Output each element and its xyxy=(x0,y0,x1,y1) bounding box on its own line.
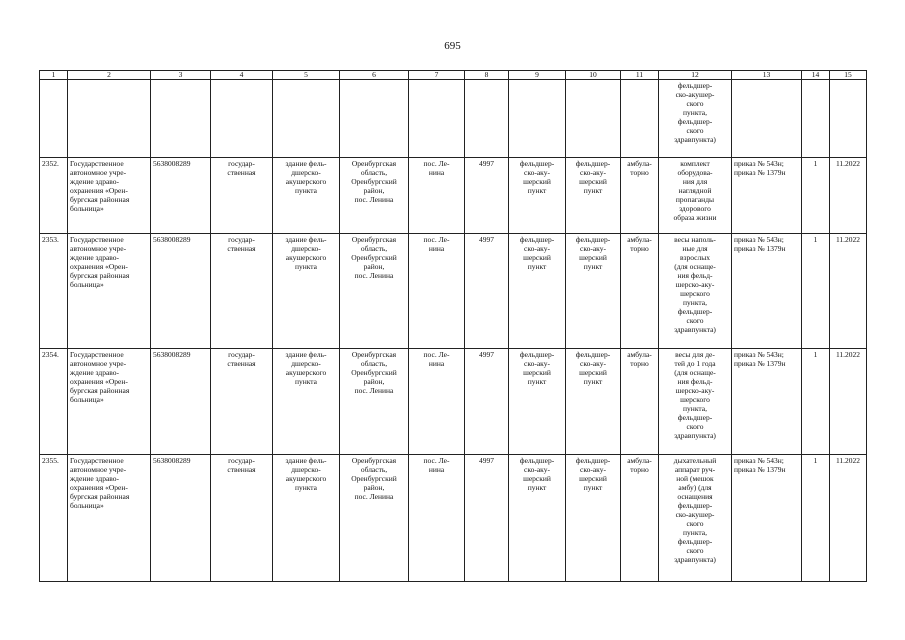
column-header: 3 xyxy=(151,71,211,80)
building-cell: здание фель- дшерско- акушерского пункта xyxy=(273,158,340,234)
address-cell: Оренбургская область, Оренбургский район, пос. Ленина xyxy=(340,234,409,349)
organization-name-cell: Государственное автономное учре- ждение здраво- охранения «Орен- бургская районная больница» xyxy=(68,349,151,455)
column-header: 15 xyxy=(830,71,867,80)
row-number-cell: 2355. xyxy=(40,455,68,582)
date-cell: 11.2022 xyxy=(830,455,867,582)
row-number-cell: 2352. xyxy=(40,158,68,234)
organization-name-cell: Государственное автономное учре- ждение здраво- охранения «Орен- бургская районная больница» xyxy=(68,455,151,582)
order-cell: приказ № 543н; приказ № 1379н xyxy=(732,158,802,234)
table-row xyxy=(40,158,867,234)
column-header: 14 xyxy=(802,71,830,80)
column-header: 9 xyxy=(509,71,566,80)
equipment-cell: весы наполь- ные для взрослых (для оснаще- ния фельд- шерско-аку- шерского пункта, фельдшер- ского здравпункта) xyxy=(659,234,732,349)
table-row xyxy=(40,455,867,582)
inn-cell: 5638008289 xyxy=(151,234,211,349)
care-form-cell: амбула- торно xyxy=(621,158,659,234)
date-cell: 11.2022 xyxy=(830,349,867,455)
care-form-cell: амбула- торно xyxy=(621,349,659,455)
row-number-cell: 2353. xyxy=(40,234,68,349)
continuation-row xyxy=(40,80,867,158)
equipment-cell: весы для де- тей до 1 года (для оснаще- ния фельд- шерско-аку- шерского пункта, фельдшер- ского здравпункта) xyxy=(659,349,732,455)
building-cell: здание фель- дшерско- акушерского пункта xyxy=(273,455,340,582)
column-header: 2 xyxy=(68,71,151,80)
facility-subtype-cell: фельдшер- ско-аку- шерский пункт xyxy=(566,158,621,234)
ownership-form-cell: государ- ственная xyxy=(211,349,273,455)
organization-name-cell: Государственное автономное учре- ждение здраво- охранения «Орен- бургская районная больница» xyxy=(68,234,151,349)
date-cell: 11.2022 xyxy=(830,234,867,349)
facility-type-cell: фельдшер- ско-аку- шерский пункт xyxy=(509,349,566,455)
care-form-cell: амбула- торно xyxy=(621,234,659,349)
order-cell: приказ № 543н; приказ № 1379н xyxy=(732,234,802,349)
address-cell: Оренбургская область, Оренбургский район, пос. Ленина xyxy=(340,349,409,455)
column-header: 7 xyxy=(409,71,465,80)
column-header: 6 xyxy=(340,71,409,80)
header-row xyxy=(40,71,867,80)
facility-type-cell: фельдшер- ско-аку- шерский пункт xyxy=(509,455,566,582)
page-number: 695 xyxy=(444,40,461,52)
population-cell: 4997 xyxy=(465,234,509,349)
ownership-form-cell: государ- ственная xyxy=(211,158,273,234)
population-cell: 4997 xyxy=(465,158,509,234)
equipment-cell: комплект оборудова- ния для наглядной пропаганды здорового образа жизни xyxy=(659,158,732,234)
column-header: 5 xyxy=(273,71,340,80)
settlement-cell: пос. Ле- нина xyxy=(409,234,465,349)
order-cell: приказ № 543н; приказ № 1379н xyxy=(732,455,802,582)
inn-cell: 5638008289 xyxy=(151,455,211,582)
settlement-cell: пос. Ле- нина xyxy=(409,158,465,234)
address-cell: Оренбургская область, Оренбургский район, пос. Ленина xyxy=(340,158,409,234)
column-header: 11 xyxy=(621,71,659,80)
quantity-cell: 1 xyxy=(802,234,830,349)
column-header: 12 xyxy=(659,71,732,80)
column-header: 13 xyxy=(732,71,802,80)
facility-subtype-cell: фельдшер- ско-аку- шерский пункт xyxy=(566,455,621,582)
column-header: 8 xyxy=(465,71,509,80)
facility-type-cell: фельдшер- ско-аку- шерский пункт xyxy=(509,158,566,234)
settlement-cell: пос. Ле- нина xyxy=(409,349,465,455)
facility-subtype-cell: фельдшер- ско-аку- шерский пункт xyxy=(566,349,621,455)
registry-table xyxy=(39,70,867,582)
address-cell: Оренбургская область, Оренбургский район, пос. Ленина xyxy=(340,455,409,582)
quantity-cell: 1 xyxy=(802,349,830,455)
ownership-form-cell: государ- ственная xyxy=(211,455,273,582)
table-row xyxy=(40,234,867,349)
column-header: 1 xyxy=(40,71,68,80)
facility-subtype-cell: фельдшер- ско-аку- шерский пункт xyxy=(566,234,621,349)
inn-cell: 5638008289 xyxy=(151,158,211,234)
population-cell: 4997 xyxy=(465,349,509,455)
quantity-cell: 1 xyxy=(802,455,830,582)
inn-cell: 5638008289 xyxy=(151,349,211,455)
organization-name-cell: Государственное автономное учре- ждение здраво- охранения «Орен- бургская районная больница» xyxy=(68,158,151,234)
quantity-cell: 1 xyxy=(802,158,830,234)
equipment-cell: дыхательный аппарат руч- ной (мешок амбу) (для оснащения фельдшер- ско-акушер- ского пункта, фельдшер- ского здравпункта) xyxy=(659,455,732,582)
continuation-equipment: фельдшер- ско-акушер- ского пункта, фельдшер- ского здравпункта) xyxy=(659,80,732,158)
date-cell: 11.2022 xyxy=(830,158,867,234)
table-row xyxy=(40,349,867,455)
building-cell: здание фель- дшерско- акушерского пункта xyxy=(273,349,340,455)
population-cell: 4997 xyxy=(465,455,509,582)
building-cell: здание фель- дшерско- акушерского пункта xyxy=(273,234,340,349)
care-form-cell: амбула- торно xyxy=(621,455,659,582)
settlement-cell: пос. Ле- нина xyxy=(409,455,465,582)
order-cell: приказ № 543н; приказ № 1379н xyxy=(732,349,802,455)
column-header: 10 xyxy=(566,71,621,80)
facility-type-cell: фельдшер- ско-аку- шерский пункт xyxy=(509,234,566,349)
ownership-form-cell: государ- ственная xyxy=(211,234,273,349)
row-number-cell: 2354. xyxy=(40,349,68,455)
column-header: 4 xyxy=(211,71,273,80)
